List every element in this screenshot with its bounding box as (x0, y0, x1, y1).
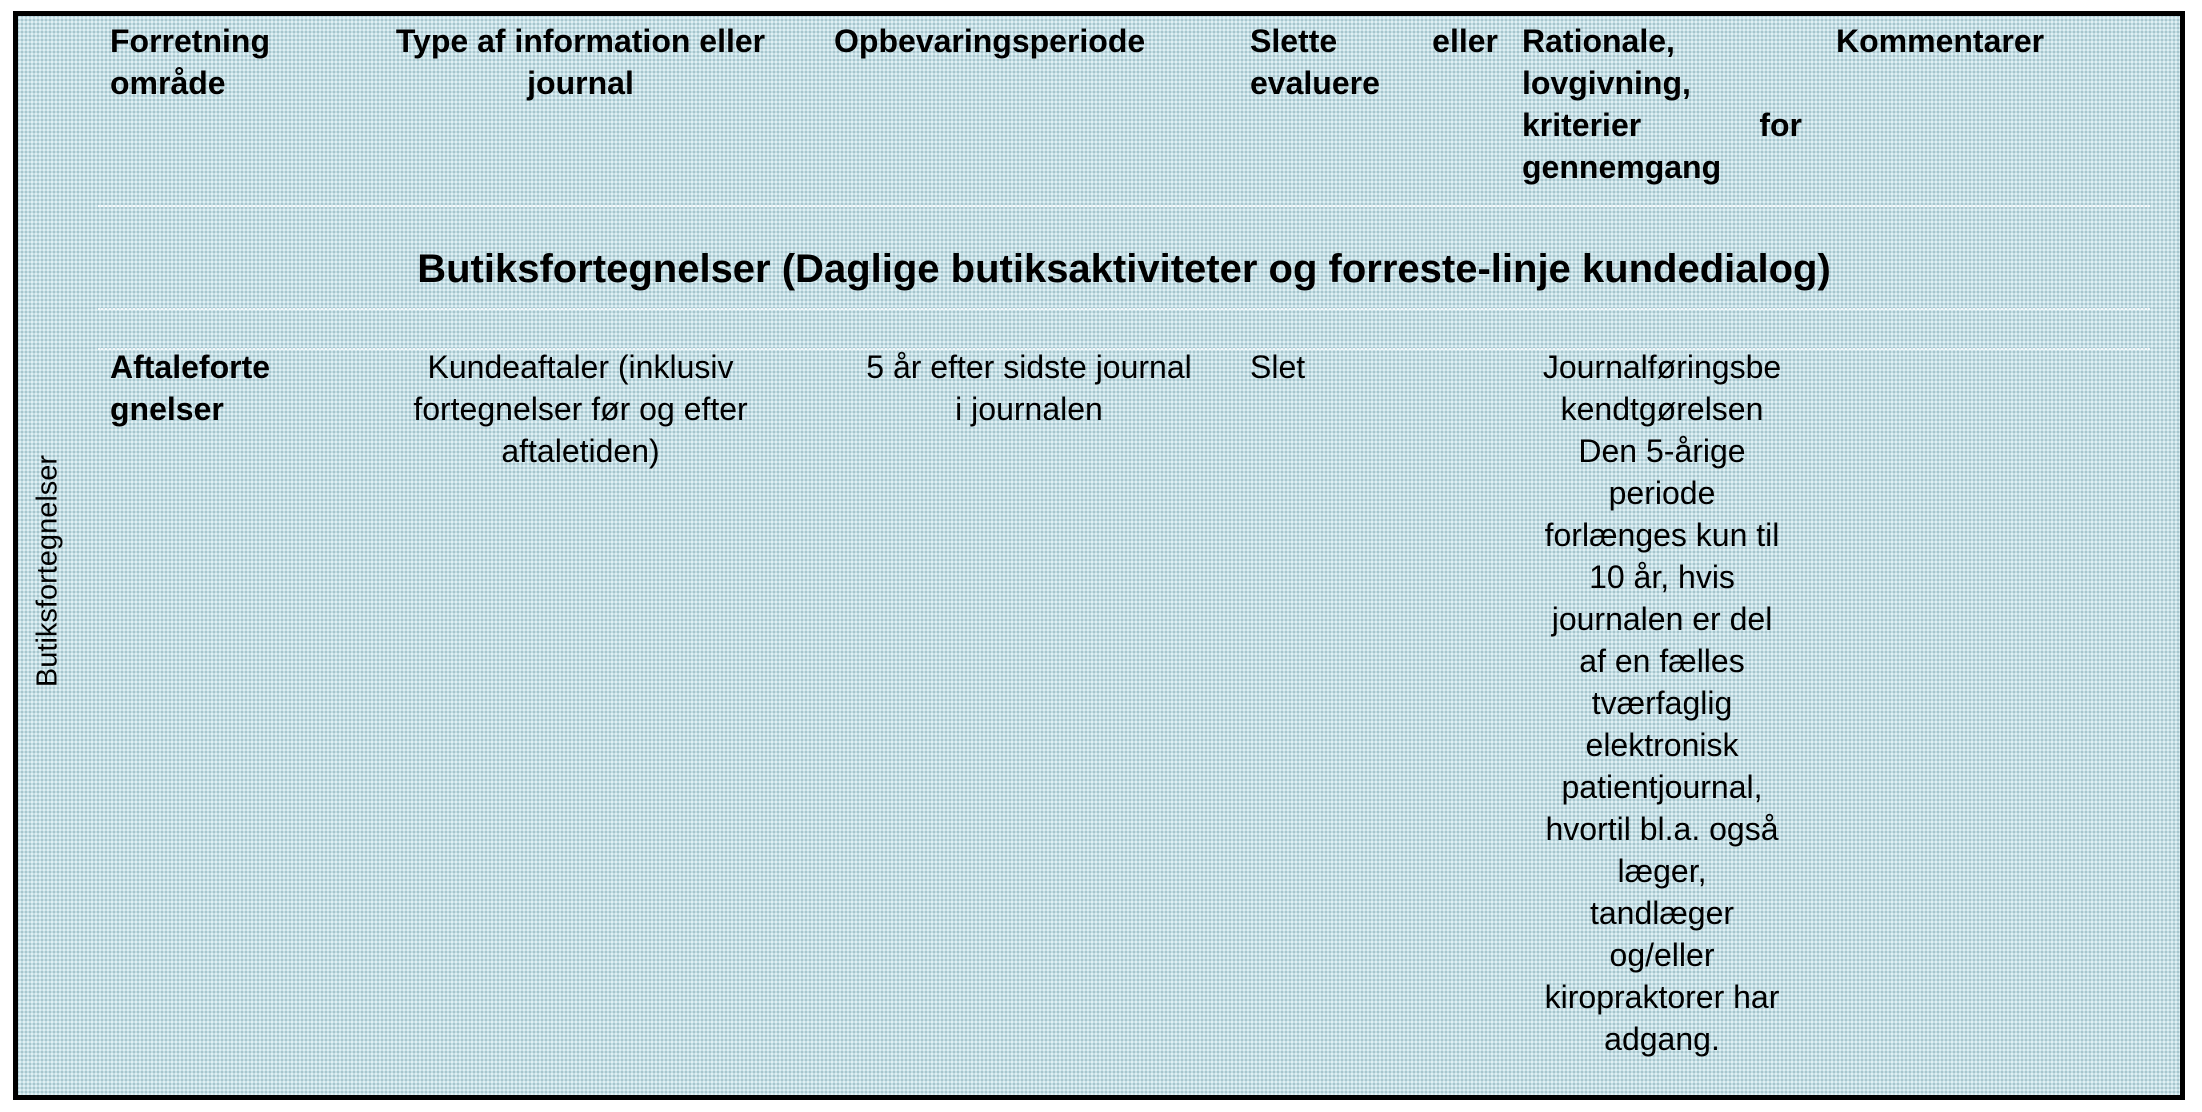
cell-rationale-line: tværfaglig (1591, 685, 1733, 721)
cell-rationale-line: patientjournal, (1561, 769, 1763, 805)
header-delete-evaluate (1250, 20, 1498, 104)
cell-rationale-line: 10 år, hvis (1589, 559, 1735, 595)
header-delete-evaluate-line: evaluere (1250, 65, 1380, 101)
cell-rationale-line: elektronisk (1585, 727, 1739, 763)
cell-info-type (353, 346, 808, 472)
header-rationale-line: gennemgang (1522, 149, 1722, 185)
cell-retention-line: 5 år efter sidste journal (866, 349, 1192, 385)
cell-rationale-line: adgang. (1604, 1021, 1720, 1057)
header-business-area-line: område (110, 65, 226, 101)
cell-info-type-line: fortegnelser før og efter (413, 391, 748, 427)
section-title: Butiksfortegnelser (Daglige butiksaktiviteter og forreste-linje kundedialog) (417, 247, 1831, 291)
cell-rationale-line: af en fælles (1579, 643, 1745, 679)
header-comments: Kommentarer (1836, 23, 2045, 59)
cell-business-area (110, 346, 310, 430)
header-info-type (353, 20, 808, 104)
cell-rationale-line: læger, (1617, 853, 1707, 889)
records-retention-table (13, 11, 2185, 1100)
cell-rationale-line: journalen er del (1551, 601, 1773, 637)
cell-info-type-line: Kundeaftaler (inklusiv (427, 349, 734, 385)
cell-business-area-line: Aftaleforte (110, 349, 271, 385)
cell-rationale-line: periode (1608, 475, 1716, 511)
cell-rationale-line: kiropraktorer har (1544, 979, 1780, 1015)
header-rationale-line: lovgivning, (1522, 65, 1691, 101)
header-info-type-line: journal (527, 65, 634, 101)
header-info-type-line: Type af information eller (395, 23, 766, 59)
header-rationale (1522, 20, 1802, 188)
cell-rationale-line: forlænges kun til (1544, 517, 1780, 553)
cell-retention-line: i journalen (955, 391, 1103, 427)
header-retention: Opbevaringsperiode (834, 23, 1146, 59)
cell-business-area-line: gnelser (110, 391, 224, 427)
cell-delete-evaluate: Slet (1250, 349, 1306, 385)
cell-rationale-line: og/eller (1609, 937, 1715, 973)
cell-rationale-line: kendtgørelsen (1560, 391, 1764, 427)
header-business-area-line: Forretning (110, 23, 270, 59)
cell-rationale-line: tandlæger (1589, 895, 1735, 931)
cell-rationale-line: Journalføringsbe (1542, 349, 1782, 385)
cell-info-type-line: aftaletiden) (501, 433, 660, 469)
side-label: Butiksfortegnelser (31, 454, 64, 688)
row-divider (98, 205, 2150, 207)
header-rationale-line: Rationale, (1522, 23, 1675, 59)
cell-retention (834, 346, 1224, 430)
header-rationale-line: kriterier for (1522, 107, 1802, 143)
cell-rationale-line: Den 5-årige (1578, 433, 1746, 469)
header-business-area (110, 20, 310, 104)
cell-rationale (1522, 346, 1802, 1060)
header-delete-evaluate-line: Slette eller (1250, 23, 1498, 59)
row-divider (98, 308, 2150, 310)
cell-rationale-line: hvortil bl.a. også (1545, 811, 1779, 847)
